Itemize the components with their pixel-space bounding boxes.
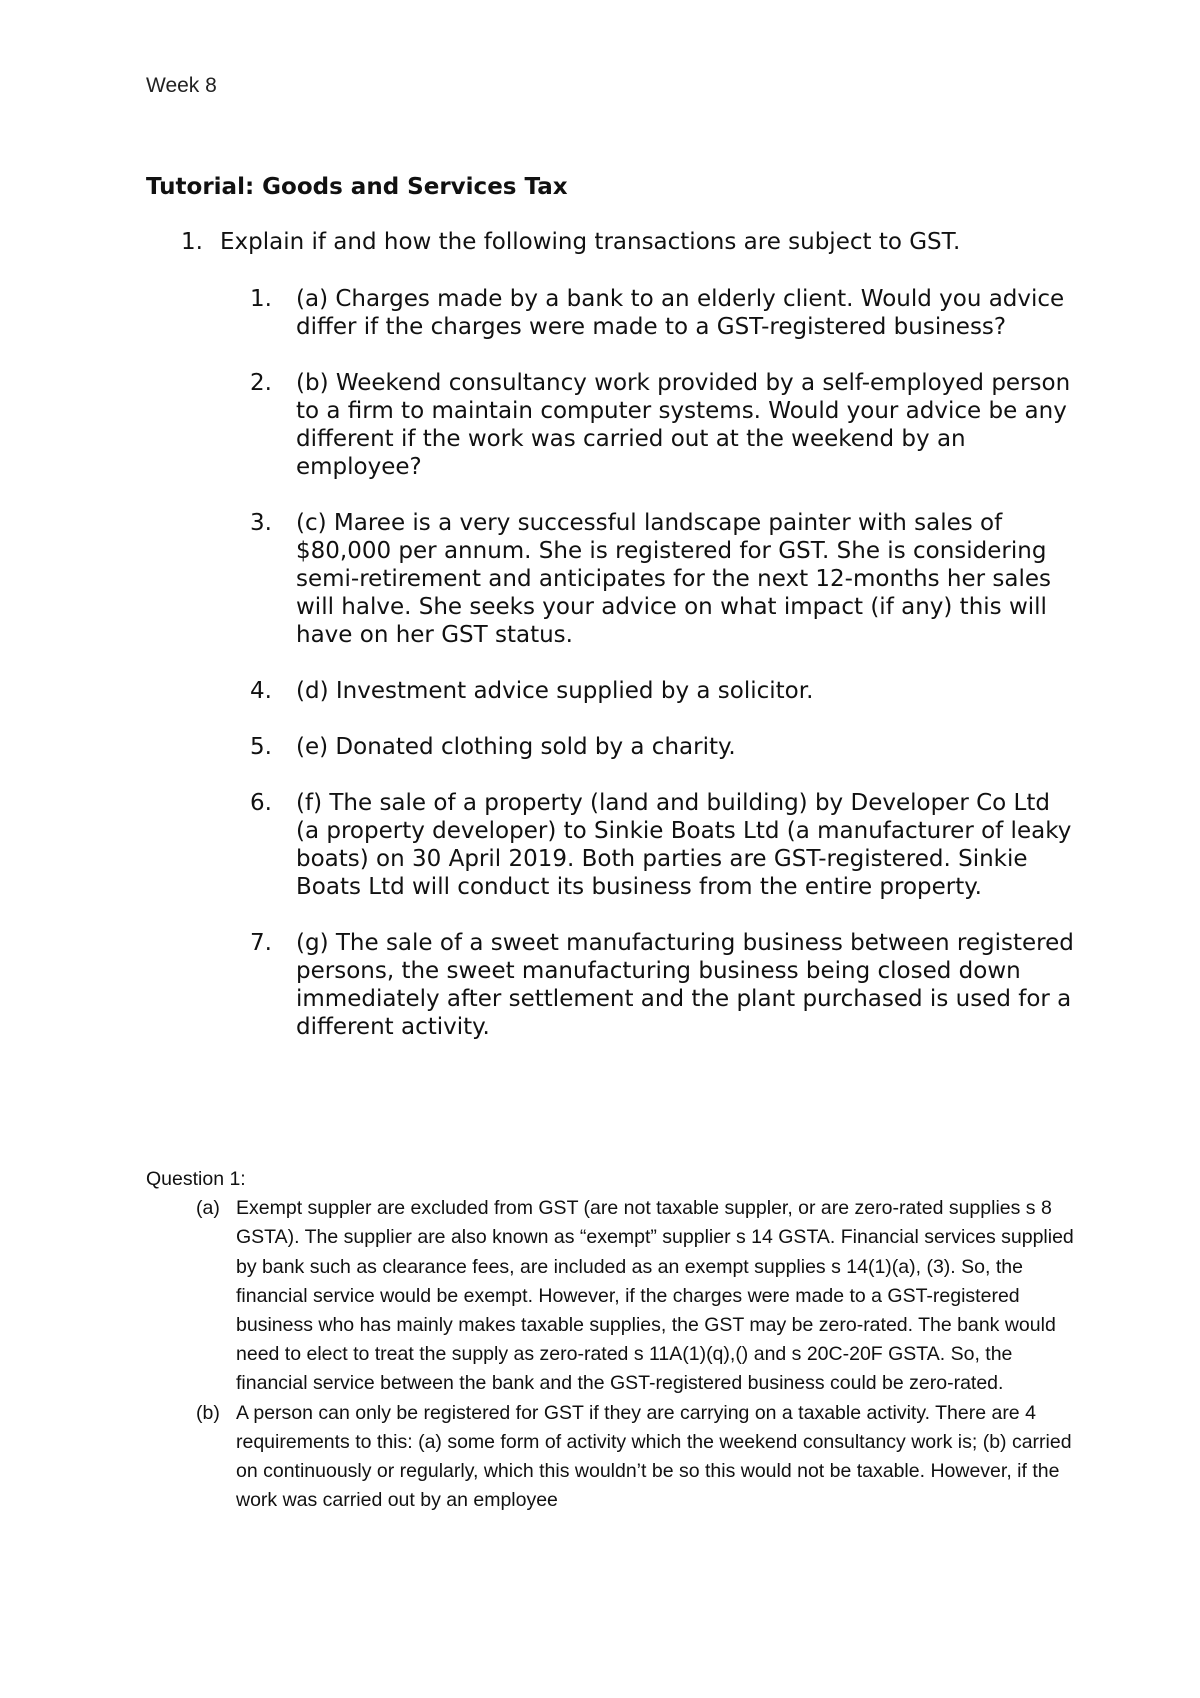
- subquestion-text: (b) Weekend consultancy work provided by a self-employed person to a firm to maintain computer systems. Would your advice be any different if the work was carried out at the weekend by an employee?: [296, 370, 1071, 480]
- subquestion-item: [250, 789, 1080, 901]
- subquestion-number: 5.: [250, 734, 272, 760]
- subquestion-item: [250, 733, 1080, 761]
- subquestion-number: 6.: [250, 790, 272, 816]
- subquestion-number: 4.: [250, 678, 272, 704]
- subquestion-item: [250, 929, 1080, 1041]
- subquestion-item: [250, 285, 1080, 341]
- subquestion-item: [250, 369, 1080, 481]
- subquestion-text: (e) Donated clothing sold by a charity.: [296, 734, 736, 760]
- subquestion-text: (c) Maree is a very successful landscape painter with sales of $80,000 per annum. She is registered for GST. She is considering semi-retirement and anticipates for the next 12-months her sales will halve. She seeks your advice on what impact (if any) this will have on her GST status.: [296, 510, 1052, 648]
- subquestion-text: (a) Charges made by a bank to an elderly client. Would you advice differ if the charges were made to a GST-registered business?: [296, 286, 1065, 340]
- subquestion-text: (d) Investment advice supplied by a solicitor.: [296, 678, 814, 704]
- subquestion-text: (g) The sale of a sweet manufacturing business between registered persons, the sweet manufacturing business being closed down immediately after settlement and the plant purchased is used for a different activity.: [296, 930, 1074, 1040]
- subquestion-number: 2.: [250, 370, 272, 396]
- answer-text: A person can only be registered for GST if they are carrying on a taxable activity. There are 4 requirements to this: (a) some form of activity which the weekend consultancy work is; (b) carried on continuously or regularly, which this wouldn’t be so this would not be taxable. However, if the work was carried out by an employee: [236, 1401, 1072, 1512]
- answer-text: Exempt suppler are excluded from GST (are not taxable suppler, or are zero-rated supplies s 8 GSTA). The supplier are also known as “exempt” supplier s 14 GSTA. Financial services supplied by bank such as clearance fees, are included as an exempt supplies s 14(1)(a), (3). So, the financial service would be exempt. However, if the charges were made to a GST-registered business who has mainly makes taxable supplies, the GST may be zero-rated. The bank would need to elect to treat the supply as zero-rated s 11A(1)(q),() and s 20C-20F GSTA. So, the financial service between the bank and the GST-registered business could be zero-rated.: [236, 1197, 1074, 1395]
- subquestion-item: [250, 677, 1080, 705]
- question-text: Explain if and how the following transactions are subject to GST.: [220, 229, 961, 255]
- tutorial-title: Tutorial: Goods and Services Tax: [146, 174, 568, 200]
- question-number: 1.: [181, 229, 203, 255]
- answers-section: [146, 1165, 1086, 1515]
- subquestion-item: [250, 509, 1080, 649]
- week-label: Week 8: [146, 74, 217, 97]
- subquestion-number: 1.: [250, 286, 272, 312]
- subquestion-number: 7.: [250, 930, 272, 956]
- subquestion-list: [250, 285, 1080, 1069]
- answer-item: [146, 1194, 1086, 1398]
- answer-label: (b): [196, 1401, 220, 1424]
- subquestion-number: 3.: [250, 510, 272, 536]
- subquestion-text: (f) The sale of a property (land and building) by Developer Co Ltd (a property developer) to Sinkie Boats Ltd (a manufacturer of leaky boats) on 30 April 2019. Both parties are GST-registered. Sinkie Boats Ltd will conduct its business from the entire property.: [296, 790, 1072, 900]
- answers-heading: Question 1:: [146, 1168, 246, 1190]
- answer-label: (a): [196, 1197, 220, 1220]
- answer-item: [146, 1399, 1086, 1516]
